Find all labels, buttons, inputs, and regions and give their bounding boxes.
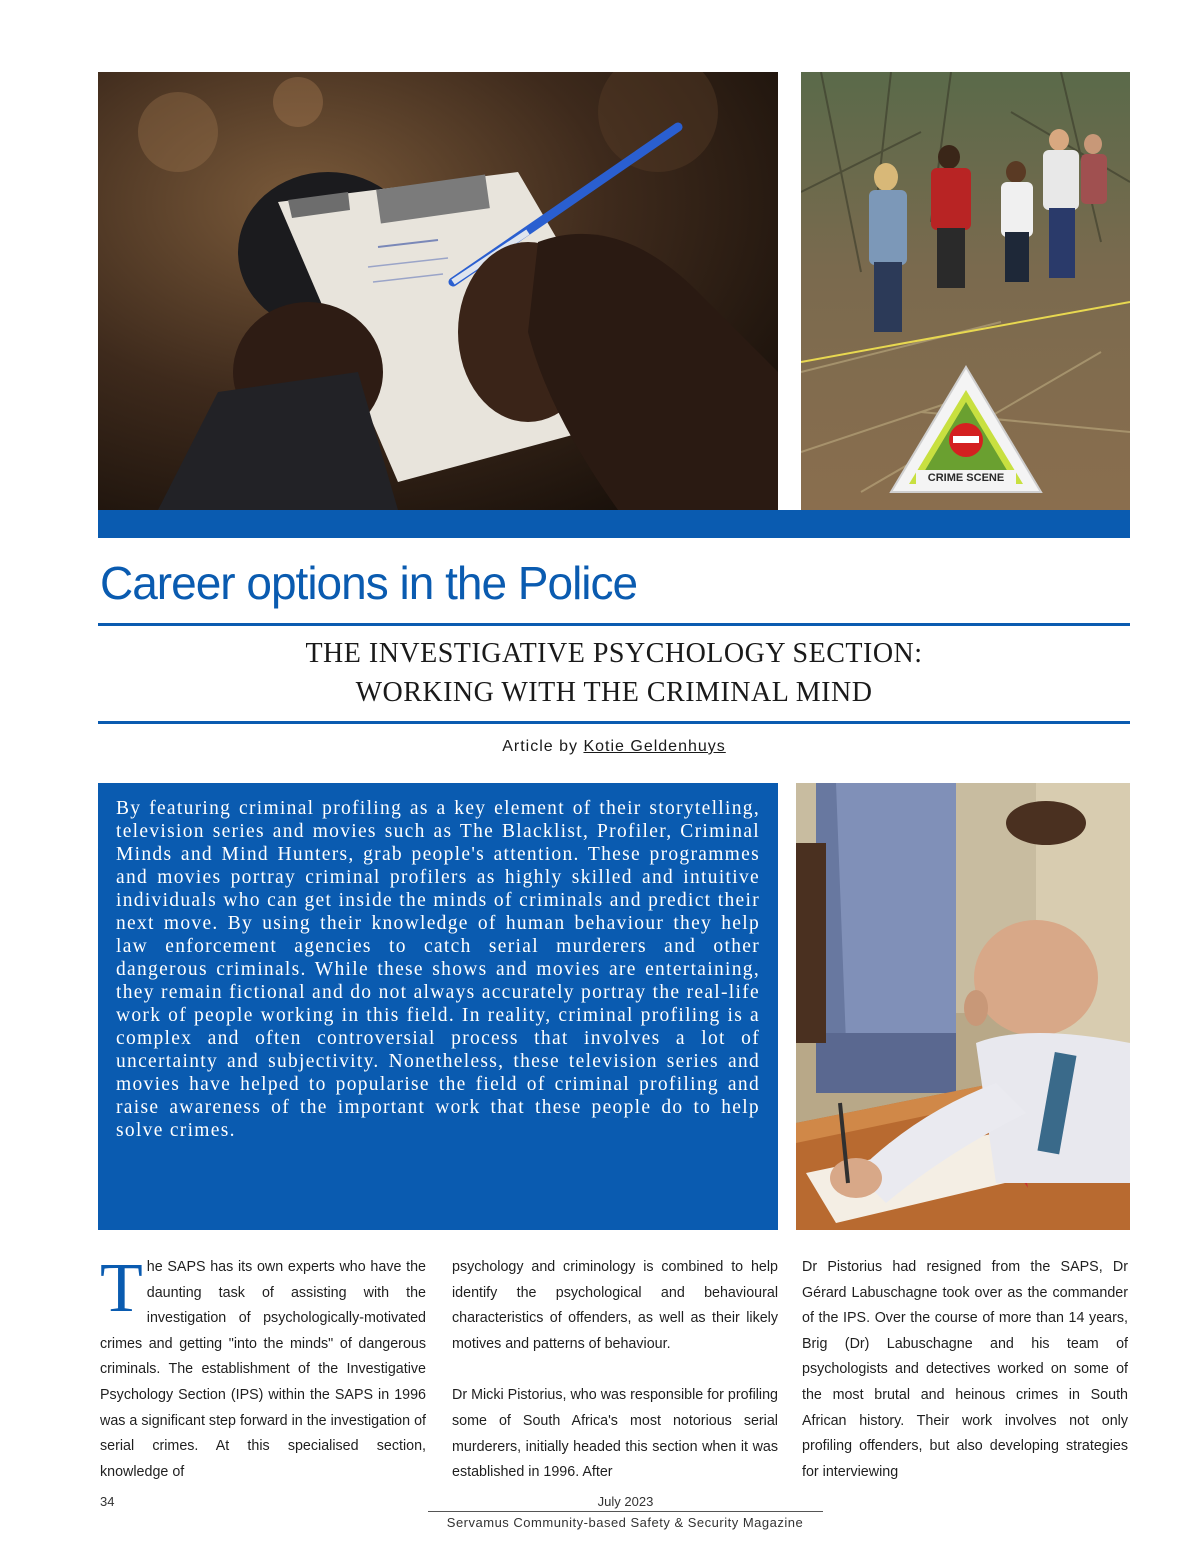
drop-cap: T	[100, 1250, 143, 1327]
body-col3-text: Dr Pistorius had resigned from the SAPS, Dr Gérard Labuschagne took over as the commander of the IPS. Over the course of more than 14 years, Brig (Dr) Labuschagne and his team of psychologists and detectives worked on some of the most brutal and heinous crimes in South African history. Their work involves not only profiling offenders, but also developing strategies for interviewing	[802, 1259, 1128, 1480]
body-columns	[100, 1250, 1130, 1481]
byline-prefix: Article by	[502, 738, 579, 755]
photo-clipboard	[98, 72, 778, 510]
footer-magazine: Servamus Community-based Safety & Security Magazine	[446, 1515, 804, 1530]
header-blue-bar	[98, 510, 1130, 538]
subtitle-line-2: WORKING WITH THE CRIMINAL MIND	[355, 677, 873, 708]
subtitle-line-1: THE INVESTIGATIVE PSYCHOLOGY SECTION:	[305, 638, 923, 669]
photo-crime-scene	[801, 72, 1130, 510]
body-col2-paragraph-2: Dr Micki Pistorius, who was responsible for profiling some of South Africa's most notorious serial murderers, initially headed this section when it was established in 1996. After	[452, 1387, 778, 1481]
body-column-2	[452, 1255, 778, 1512]
page-title: Career options in the Police	[100, 557, 638, 609]
author-link[interactable]: Kotie Geldenhuys	[583, 738, 726, 755]
body-col1-text: he SAPS has its own experts who have the daunting task of assisting with the investigation of psychologically-motivated crimes and getting "into the minds" of dangerous criminals. The establishment of the Investigative Psychology Section (IPS) within the SAPS in 1996 was a significant step forward in the investigation of serial crimes. At this specialised section, knowledge of	[100, 1259, 426, 1480]
body-column-1	[100, 1250, 426, 1485]
intro-text: By featuring criminal profiling as a key element of their storytelling, television series and movies such as The Blacklist, Profiler, Criminal Minds and Mind Hunters, grab people's attention. These programmes and movies portray criminal profilers as highly skilled and intuitive individuals who can get inside the minds of criminals and predict their next move. By using their knowledge of human behaviour they help law enforcement agencies to catch serial murderers and other dangerous criminals. While these shows and movies are entertaining, they remain fictional and do not always accurately portray the real-life work of people working in this field. In reality, criminal profiling is a complex and often controversial process that involves a lot of uncertainty and subjectivity. Nonetheless, these television series and movies have helped to popularise the field of criminal profiling and raise awareness of the important work that these people do to help solve crimes.	[116, 798, 760, 1141]
intro-box	[98, 783, 778, 1230]
body-column-3	[802, 1255, 1128, 1485]
body-col2-paragraph-1: psychology and criminology is combined to help identify the psychological and behavioural characteristics of offenders, as well as their likely motives and patterns of behaviour.	[452, 1259, 778, 1352]
footer-rule	[428, 1511, 823, 1512]
subtitle-rule	[98, 721, 1130, 724]
footer-date: July 2023	[597, 1494, 654, 1509]
byline	[98, 738, 1130, 756]
page-number: 34	[100, 1494, 115, 1509]
photo-man-signing	[796, 783, 1130, 1230]
crime-scene-sign-text: CRIME SCENE	[927, 472, 1005, 484]
title-rule	[98, 623, 1130, 626]
